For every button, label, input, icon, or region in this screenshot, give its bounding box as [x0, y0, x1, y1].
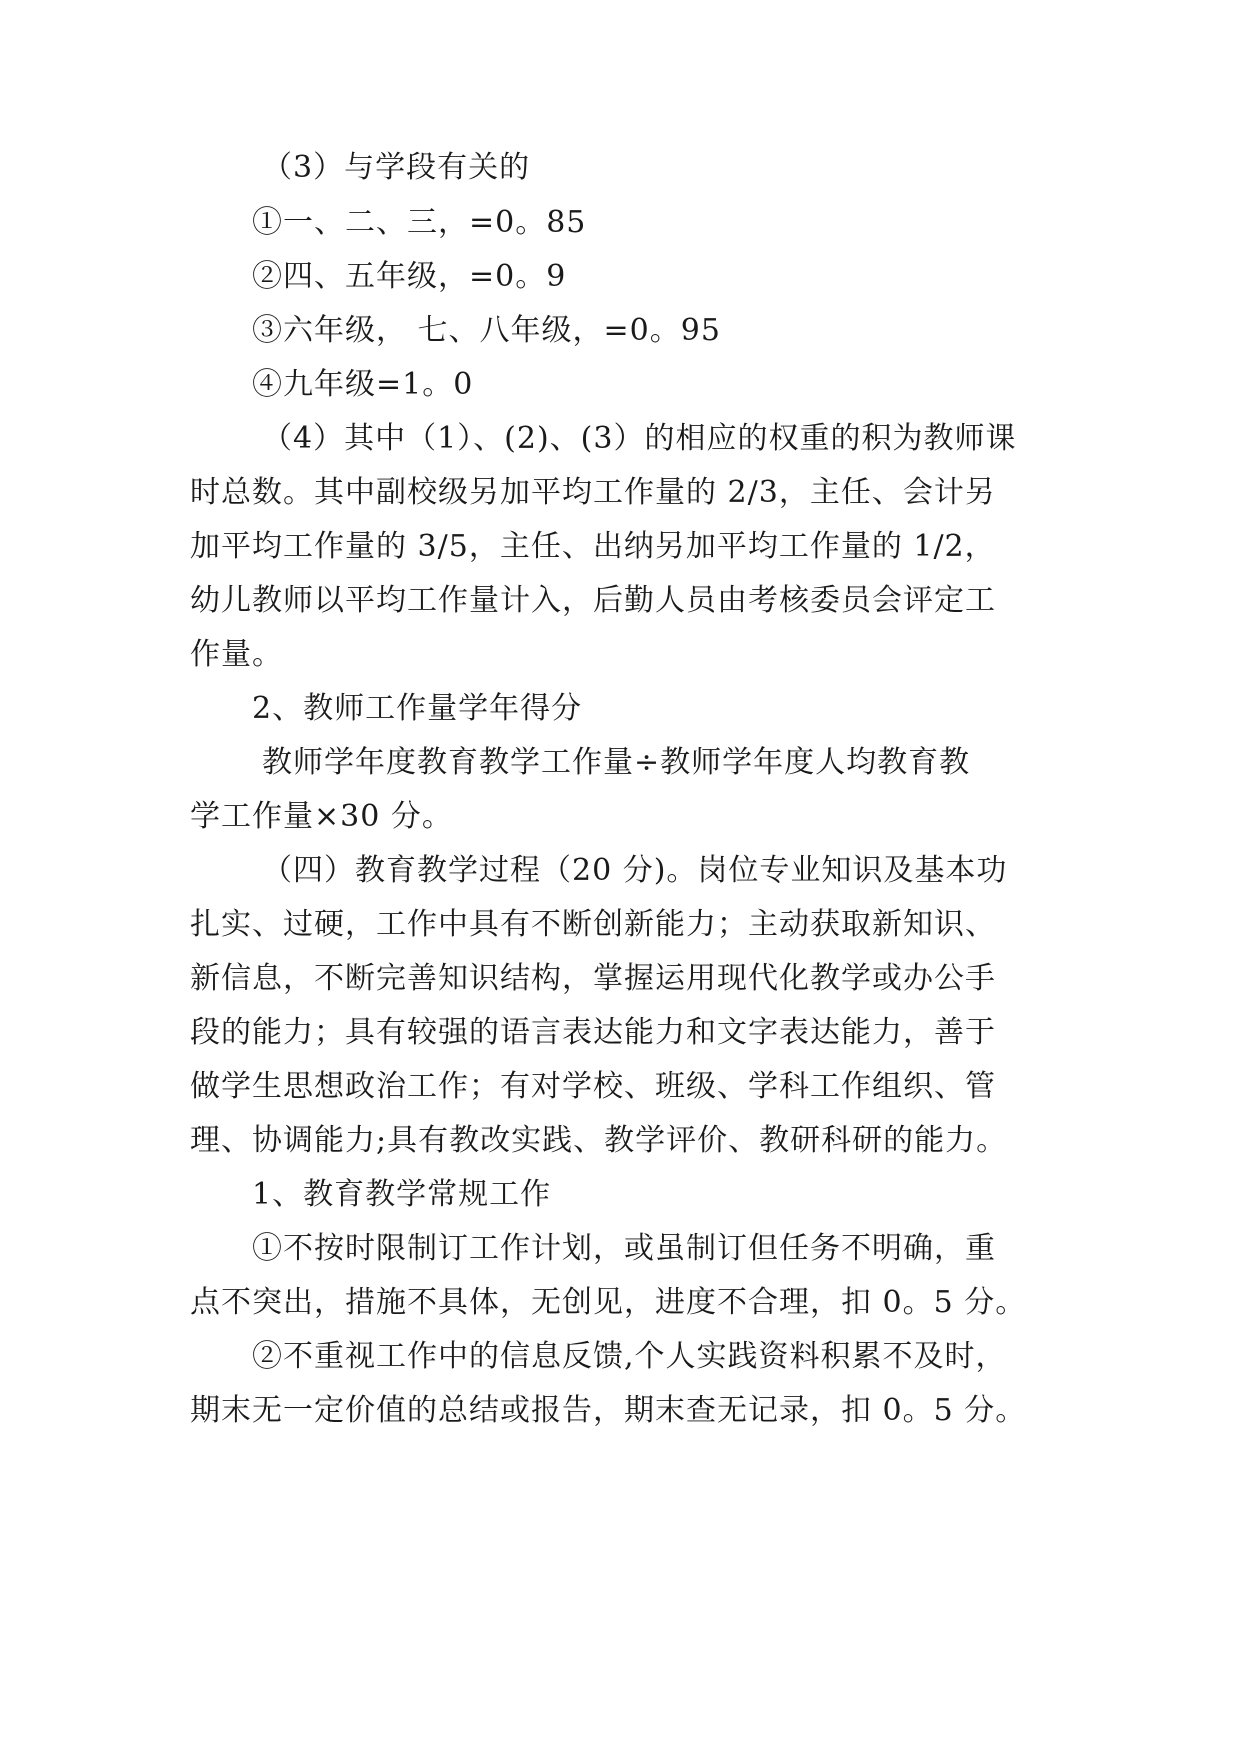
paragraph-line: 作量。 [190, 637, 283, 672]
list-item: ①不按时限制订工作计划，或虽制订但任务不明确，重 [252, 1231, 996, 1266]
paragraph-line: 做学生思想政治工作；有对学校、班级、学科工作组织、管 [190, 1069, 996, 1104]
list-item: ④九年级=1。0 [252, 367, 474, 402]
section-heading-3: （3）与学段有关的 [262, 150, 531, 185]
paragraph-line: 加平均工作量的 3/5，主任、出纳另加平均工作量的 1/2， [190, 529, 996, 564]
paragraph-line: 学工作量×30 分。 [190, 799, 453, 834]
list-item: ①一、二、三，=0。85 [252, 205, 587, 240]
list-item: ②不重视工作中的信息反馈,个人实践资料积累不及时， [252, 1339, 1007, 1374]
paragraph-line: 段的能力；具有较强的语言表达能力和文字表达能力，善于 [190, 1015, 996, 1050]
list-item: ②四、五年级，=0。9 [252, 259, 567, 294]
paragraph-line: （4）其中（1）、(2)、(3）的相应的权重的积为教师课 [262, 421, 1017, 456]
section-heading-1: 1、教育教学常规工作 [252, 1177, 552, 1212]
paragraph-line: 点不突出，措施不具体，无创见，进度不合理，扣 0。5 分。 [190, 1285, 1027, 1320]
list-item: ③六年级， 七、八年级，=0。95 [252, 313, 721, 348]
section-heading-2: 2、教师工作量学年得分 [252, 691, 583, 726]
paragraph-line: 时总数。其中副校级另加平均工作量的 2/3，主任、会计另 [190, 475, 996, 510]
paragraph-line: 期末无一定价值的总结或报告，期末查无记录，扣 0。5 分。 [190, 1393, 1027, 1428]
paragraph-line: 新信息，不断完善知识结构，掌握运用现代化教学或办公手 [190, 961, 996, 996]
paragraph-line: 扎实、过硬，工作中具有不断创新能力；主动获取新知识、 [190, 907, 996, 942]
paragraph-line: 理、协调能力;具有教改实践、教学评价、教研科研的能力。 [190, 1123, 1008, 1158]
paragraph-line: 幼儿教师以平均工作量计入，后勤人员由考核委员会评定工 [190, 583, 996, 618]
section-heading-4: （四）教育教学过程（20 分)。岗位专业知识及基本功 [262, 853, 1008, 888]
paragraph-line: 教师学年度教育教学工作量÷教师学年度人均教育教 [262, 745, 971, 780]
